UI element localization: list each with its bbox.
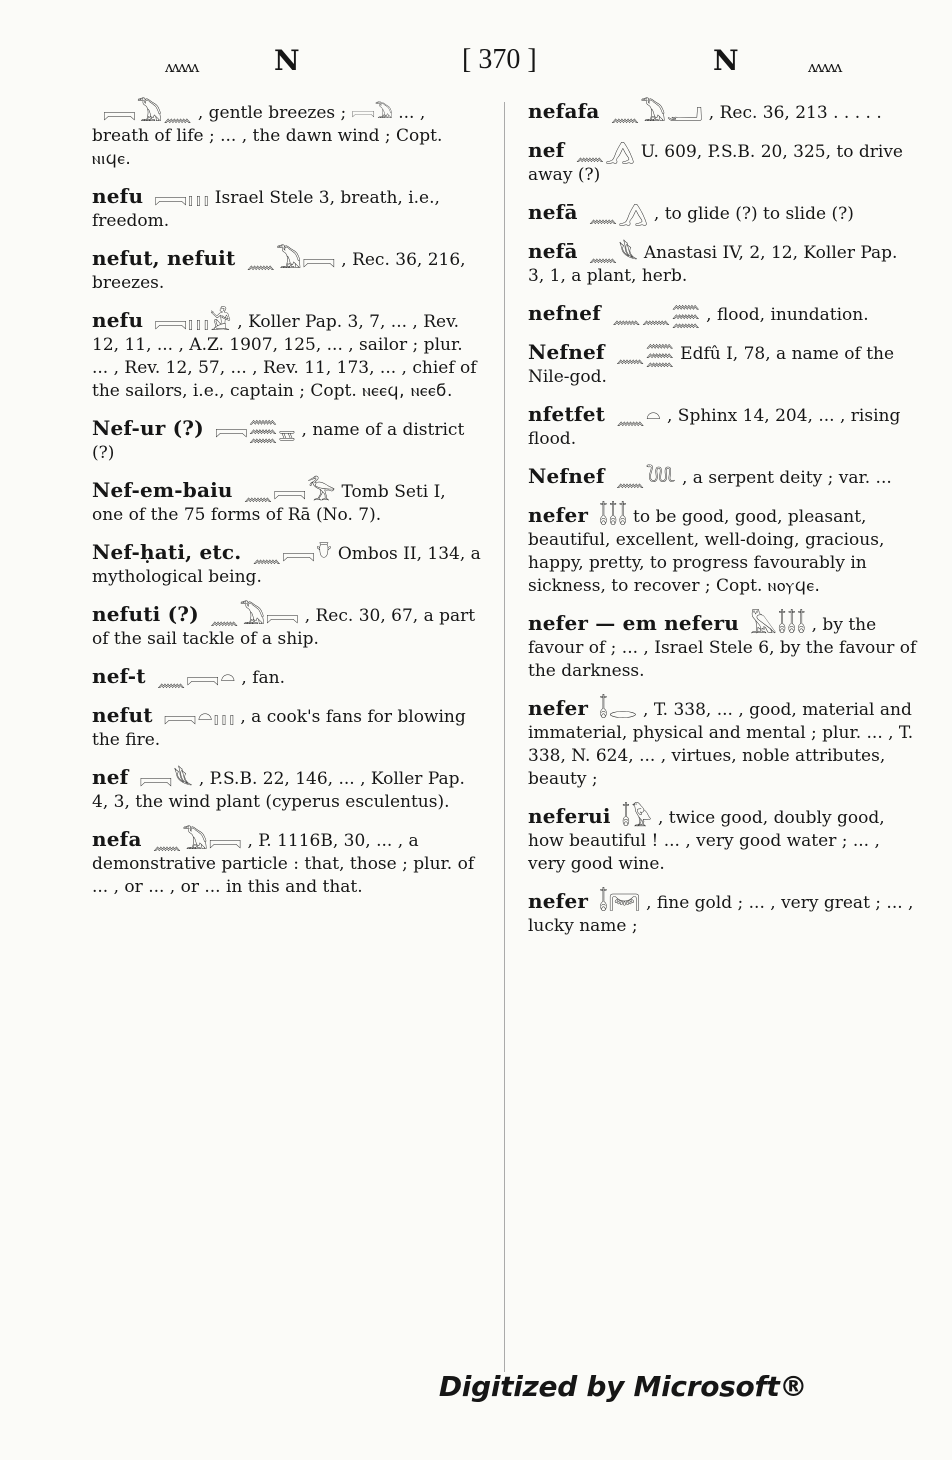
hieroglyph-group: 𓈖𓇯𓄣 — [252, 540, 333, 568]
section-letter-left: N — [274, 44, 300, 77]
digitization-footer — [0, 1370, 952, 1403]
entry-headword: nefuti (?) — [92, 602, 199, 626]
entry-headword: nefafa — [528, 99, 600, 123]
running-head — [0, 44, 952, 84]
hieroglyph-group: 𓈖𓆰 — [588, 239, 639, 267]
entry-headword: nefu — [92, 308, 144, 332]
dictionary-entry — [92, 665, 482, 690]
column-divider — [504, 102, 505, 1372]
entry-definition: , T. 338, ... , good, material and immaterial, physical and mental ; plur. ... , T. 338, N. 624, ... , virtues, noble attributes, beauty ; — [528, 700, 914, 789]
entry-headword: nef — [92, 765, 129, 789]
left-column — [92, 100, 482, 913]
hieroglyph-group: 𓈖𓆙 — [615, 464, 677, 492]
hieroglyph-group: 𓈖𓂻 — [575, 138, 636, 166]
entry-headword: nefut — [92, 703, 153, 727]
water-sign-left: ʌʌʌʌʌ — [165, 58, 198, 76]
entry-headword: Nef-ur (?) — [92, 416, 204, 440]
hieroglyph-group: 𓈖𓈗 — [615, 340, 676, 368]
dictionary-entry — [528, 403, 918, 451]
entry-headword: nefer — [528, 503, 589, 527]
entry-headword: Nefnef — [528, 340, 605, 364]
entry-definition: , to glide (?) to slide (?) — [653, 204, 854, 224]
entry-definition: , flood, inundation. — [706, 305, 869, 325]
coptic-form: ⲛⲉⲉϥ, ⲛⲉⲉϭ. — [362, 381, 453, 401]
entry-definition: to be good, good, pleasant, beautiful, excellent, well-doing, gracious, happy, pretty, to progress favourably in sickness, to recover ; Copt. — [528, 507, 885, 596]
entry-definition: , Sphinx 14, 204, ... , rising flood. — [528, 406, 901, 449]
hieroglyph-group: 𓈖𓅐𓂝 — [610, 99, 704, 127]
dictionary-entry — [528, 100, 918, 125]
entry-definition: Tomb Seti I, one of the 75 forms of Rā (No. 7). — [92, 482, 446, 525]
dictionary-entry — [528, 890, 918, 938]
hieroglyph-group: 𓈖𓅐𓇯 — [209, 602, 300, 630]
dictionary-entry — [528, 465, 918, 490]
hieroglyph-group: 𓈖𓈖𓈗 — [611, 301, 702, 329]
dictionary-entry — [528, 302, 918, 327]
right-column — [528, 100, 918, 952]
hieroglyph-group: 𓇯𓏥 — [154, 184, 210, 212]
dictionary-entry — [528, 504, 918, 598]
dictionary-entry — [92, 541, 482, 589]
water-sign-right: ʌʌʌʌʌ — [808, 58, 841, 76]
entry-definition: , name of a district (?) — [92, 420, 465, 463]
entry-definition: , by the favour of ; ... , Israel Stele 6, by the favour of the darkness. — [528, 615, 917, 681]
dictionary-entry — [528, 805, 918, 876]
hieroglyph-group: 𓈖𓅐𓇯 — [246, 246, 337, 274]
hieroglyph-group: 𓈖𓅐𓇯 — [152, 827, 243, 855]
dictionary-entry — [528, 341, 918, 389]
dictionary-entry — [528, 139, 918, 187]
entry-headword: nefā — [528, 239, 578, 263]
entry-headword: nef — [528, 138, 565, 162]
dictionary-entry — [92, 185, 482, 233]
entry-headword: nefer — [528, 889, 589, 913]
dictionary-entry — [528, 240, 918, 288]
footer-text: Digitized by Microsoft® — [438, 1370, 808, 1403]
entry-definition: , P.S.B. 22, 146, ... , Koller Pap. 4, 3, the wind plant (cyperus esculentus). — [92, 769, 465, 812]
dictionary-entry — [528, 612, 918, 683]
entry-headword: nefer — [528, 696, 589, 720]
dictionary-entry — [528, 697, 918, 791]
entry-definition: U. 609, P.S.B. 20, 325, to drive away (?) — [528, 142, 903, 185]
coptic-form: ⲛⲓϥⲉ. — [92, 149, 132, 169]
hieroglyph-group: 𓅓𓄤𓄤𓄤 — [749, 611, 807, 639]
page-number: [ 370 ] — [462, 44, 537, 75]
entry-headword: Nef-ḥati, etc. — [92, 540, 242, 564]
hieroglyph-group: 𓈖𓂻 — [588, 200, 649, 228]
entry-definition: , gentle breezes ; 𓇯𓅐 ... , breath of life ; ... , the dawn wind ; Copt. — [92, 103, 443, 146]
entry-definition: Israel Stele 3, breath, i.e., freedom. — [92, 188, 440, 231]
hieroglyph-group: 𓄤𓅱 — [621, 804, 653, 832]
entry-definition: , a cook's fans for blowing the fire. — [92, 707, 466, 750]
dictionary-entry — [92, 704, 482, 752]
entry-headword: nefu — [92, 184, 144, 208]
entry-definition: , fine gold ; ... , very great ; ... , lucky name ; — [528, 893, 914, 936]
dictionary-entry — [92, 247, 482, 295]
entry-definition: , P. 1116B, 30, ... , a demonstrative particle : that, those ; plur. of ... , or ... , or ... in this and that. — [92, 831, 475, 897]
hieroglyph-group: 𓇯𓈗𓈇 — [214, 416, 297, 444]
hieroglyph-group: 𓇯𓏥𓀀 — [154, 308, 233, 336]
entry-definition: Ombos II, 134, a mythological being. — [92, 544, 481, 587]
entry-definition: Edfû I, 78, a name of the Nile-god. — [528, 344, 895, 387]
dictionary-entry — [92, 100, 482, 171]
entry-definition: , a serpent deity ; var. ... — [682, 468, 892, 488]
entry-definition: , Koller Pap. 3, 7, ... , Rev. 12, 11, ... , A.Z. 1907, 125, ... , sailor ; plur. ... , Rev. 12, 57, ... , Rev. 11, 173, ... , chief of the sailors, i.e., captain ; Copt. — [92, 312, 477, 401]
hieroglyph-group: 𓄤𓋞 — [599, 889, 642, 917]
hieroglyph-group: 𓇯𓏏𓏥 — [163, 703, 236, 731]
entry-headword: nefer — em neferu — [528, 611, 739, 635]
dictionary-entry — [92, 479, 482, 527]
hieroglyph-group: 𓇯𓆰 — [139, 765, 194, 793]
entry-definition: , Rec. 30, 67, a part of the sail tackle of a ship. — [92, 606, 476, 649]
dictionary-entry — [92, 417, 482, 465]
hieroglyph-group: 𓈖𓇯𓏏 — [156, 664, 237, 692]
entry-definition: , Rec. 36, 216, breezes. — [92, 250, 466, 293]
hieroglyph-group: 𓄤𓂋 — [599, 696, 639, 724]
hieroglyph-group: 𓈖𓏏 — [616, 402, 662, 430]
section-letter-right: N — [713, 44, 739, 77]
entry-headword: nef-t — [92, 664, 146, 688]
hieroglyph-group: 𓇯𓅐𓈖 — [103, 99, 193, 127]
entry-definition: , twice good, doubly good, how beautiful ! ... , very good water ; ... , very good wine. — [528, 808, 885, 874]
dictionary-entry — [92, 828, 482, 899]
entry-headword: Nefnef — [528, 464, 605, 488]
entry-headword: nefa — [92, 827, 142, 851]
entry-definition: , Rec. 36, 213 . . . . . — [708, 103, 882, 123]
dictionary-entry — [92, 766, 482, 814]
dictionary-entry — [92, 309, 482, 403]
dictionary-entry — [92, 603, 482, 651]
entry-headword: nfetfet — [528, 402, 606, 426]
entry-headword: nefnef — [528, 301, 601, 325]
entry-headword: nefut, nefuit — [92, 246, 236, 270]
entry-headword: nefā — [528, 200, 578, 224]
entry-headword: neferui — [528, 804, 611, 828]
entry-headword: Nef-em-baiu — [92, 478, 233, 502]
entry-definition: , fan. — [241, 668, 286, 688]
coptic-form: ⲛⲟⲩϥⲉ. — [767, 576, 821, 596]
hieroglyph-group: 𓄤𓄤𓄤 — [599, 503, 628, 531]
hieroglyph-group: 𓈖𓇯𓅡 — [243, 478, 337, 506]
dictionary-entry — [528, 201, 918, 226]
entry-definition: Anastasi IV, 2, 12, Koller Pap. 3, 1, a plant, herb. — [528, 243, 898, 286]
